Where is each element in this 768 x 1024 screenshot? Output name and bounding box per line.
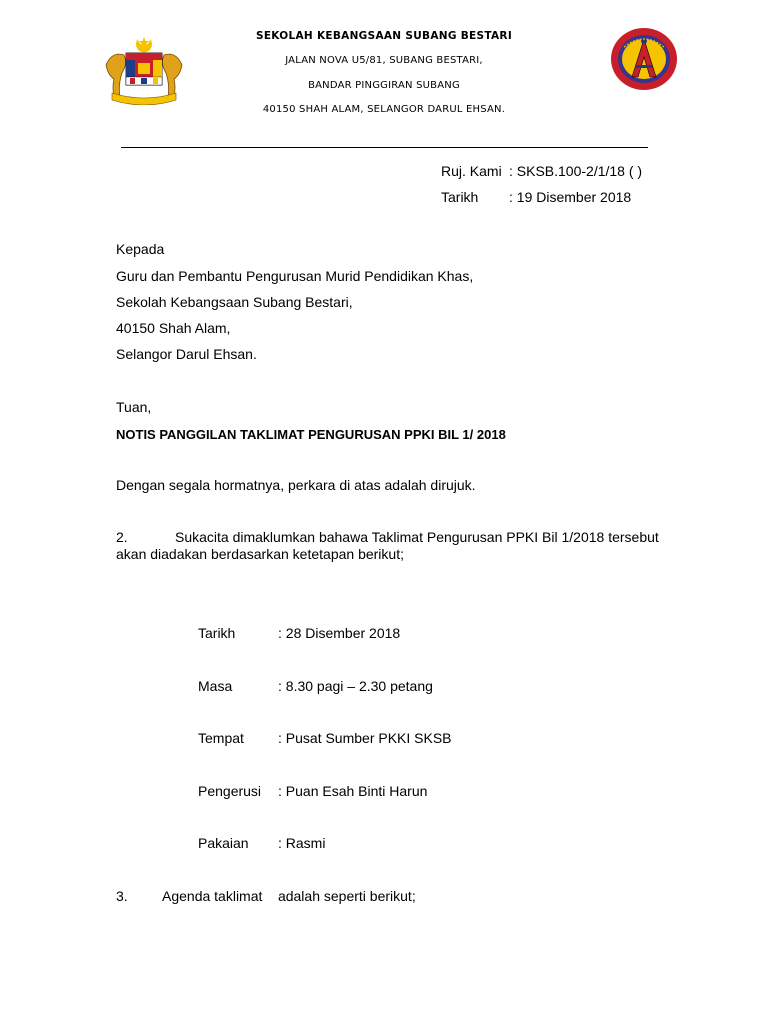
detail-value-time: : 8.30 pagi – 2.30 petang	[278, 678, 433, 694]
paragraph-3-number: 3.	[116, 888, 128, 904]
header-divider	[121, 147, 648, 148]
date-label: Tarikh	[441, 189, 479, 205]
detail-label-date: Tarikh	[198, 625, 236, 641]
detail-label-chairperson: Pengerusi	[198, 783, 262, 799]
date-value: : 19 Disember 2018	[509, 189, 632, 205]
reference-value: : SKSB.100-2/1/18 ( )	[509, 163, 643, 179]
detail-label-time: Masa	[198, 678, 233, 694]
detail-value-chairperson: : Puan Esah Binti Harun	[278, 783, 428, 799]
recipient-line-1: Guru dan Pembantu Pengurusan Murid Pendidikan Khas,	[116, 268, 474, 284]
paragraph-3-text: Agenda taklimat adalah seperti berikut;	[162, 888, 416, 904]
paragraph-2-line-2: akan diadakan berdasarkan ketetapan berikut;	[116, 546, 404, 562]
detail-value-venue: : Pusat Sumber PKKI SKSB	[278, 730, 452, 746]
recipient-line-4: Selangor Darul Ehsan.	[116, 346, 257, 362]
paragraph-1: Dengan segala hormatnya, perkara di atas adalah dirujuk.	[116, 477, 476, 493]
recipient-heading: Kepada	[116, 241, 165, 257]
school-name: SEKOLAH KEBANGSAAN SUBANG BESTARI	[255, 30, 513, 42]
detail-value-attire: : Rasmi	[278, 835, 326, 851]
detail-label-attire: Pakaian	[198, 835, 249, 851]
paragraph-2-number: 2.	[116, 529, 128, 545]
subject-heading: NOTIS PANGGILAN TAKLIMAT PENGURUSAN PPKI BIL 1/ 2018	[116, 427, 506, 442]
address-line-3: 40150 SHAH ALAM, SELANGOR DARUL EHSAN.	[262, 104, 506, 115]
greeting: Tuan,	[116, 399, 152, 415]
detail-value-date: : 28 Disember 2018	[278, 625, 401, 641]
reference-label: Ruj. Kami	[441, 163, 502, 179]
detail-label-venue: Tempat	[198, 730, 244, 746]
paragraph-2-line-1: Sukacita dimaklumkan bahawa Taklimat Pengurusan PPKI Bil 1/2018 tersebut	[175, 529, 659, 545]
malaysia-coat-of-arms-icon	[98, 35, 190, 105]
address-line-2: BANDAR PINGGIRAN SUBANG	[308, 80, 460, 91]
recipient-line-2: Sekolah Kebangsaan Subang Bestari,	[116, 294, 353, 310]
recipient-line-3: 40150 Shah Alam,	[116, 320, 231, 336]
address-line-1: JALAN NOVA U5/81, SUBANG BESTARI,	[285, 55, 483, 66]
